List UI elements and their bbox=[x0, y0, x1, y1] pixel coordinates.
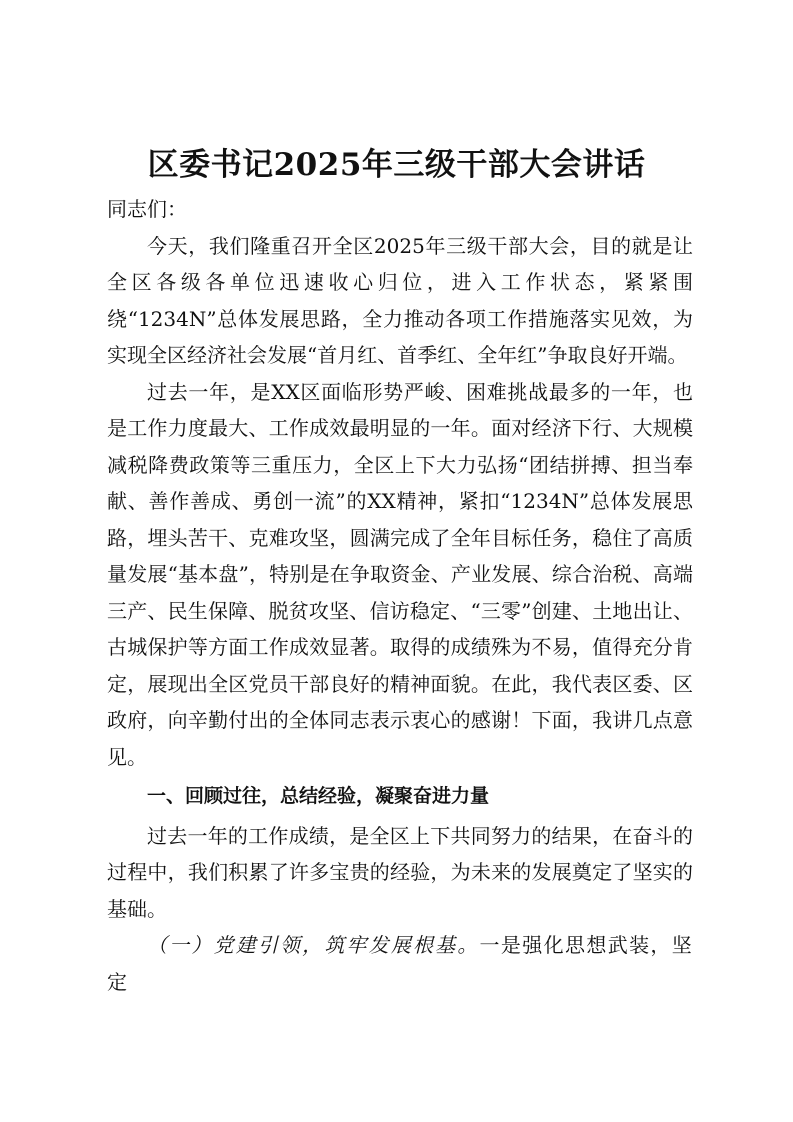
paragraph-summary: 过去一年的工作成绩，是全区上下共同努力的结果，在奋斗的过程中，我们积累了许多宝贵的经验，为未来的发展奠定了坚实的基础。 bbox=[107, 823, 693, 921]
subsection-paragraph-1 bbox=[107, 927, 693, 1000]
document-title: 区委书记2025年三级干部大会讲话 bbox=[147, 147, 646, 183]
paragraph-opening: 今天，我们隆重召开全区2025年三级干部大会，目的就是让全区各级各单位迅速收心归位，进入工作状态，紧紧围绕“1234N”总体发展思路，全力推动各项工作措施落实见效，为实现全区经济社会发展“首月红、首季红、全年红”争取良好开端。 bbox=[107, 233, 693, 367]
section-heading-1: 一、回顾过往，总结经验，凝聚奋进力量 bbox=[147, 785, 490, 807]
subsection-heading-1: （一）党建引领，筑牢发展根基。 bbox=[147, 933, 480, 957]
document-body bbox=[107, 191, 693, 1000]
salutation: 同志们： bbox=[107, 197, 187, 221]
subsection-text-1: 一是强化思想武装，坚定 bbox=[107, 933, 693, 994]
paragraph-review: 过去一年，是XX区面临形势严峻、困难挑战最多的一年，也是工作力度最大、工作成效最明显的一年。面对经济下行、大规模减税降费政策等三重压力，全区上下大力弘扬“团结拼搏、担当奉献、善作善成、勇创一流”的XX精神，紧扣“1234N”总体发展思路，埋头苦干、克难攻坚，圆满完成了全年目标任务，稳住了高质量发展“基本盘”，特别是在争取资金、产业发展、综合治税、高端三产、民生保障、脱贫攻坚、信访稳定、“三零”创建、土地出让、古城保护等方面工作成效显著。取得的成绩殊为不易，值得充分肯定，展现出全区党员干部良好的精神面貌。在此，我代表区委、区政府，向辛勤付出的全体同志表示衷心的感谢！下面，我讲几点意见。 bbox=[107, 379, 693, 769]
